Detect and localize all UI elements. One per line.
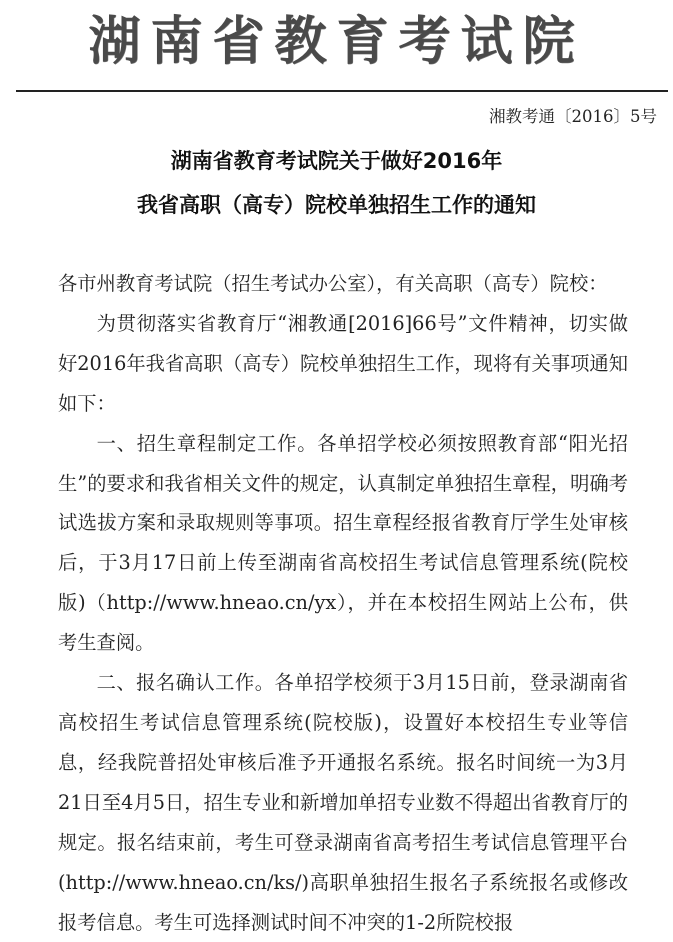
- addressee: 各市州教育考试院（招生考试办公室），有关高职（高专）院校：: [58, 272, 608, 295]
- document-number: 湘教考通〔2016〕5号: [489, 107, 657, 126]
- notice-title-line-1: 湖南省教育考试院关于做好2016年: [170, 149, 503, 173]
- paragraph-registration: 二、报名确认工作。各单招学校须于3月15日前，登录湖南省高校招生考试信息管理系统(院校版)，设置好本校招生专业等信息，经我院普招处审核后准予开通报名系统。报名时间统一为3月21日至4月5日，招生专业和新增加单招专业数不得超出省教育厅的规定。报名结束前，考生可登录湖南省高考招生考试信息管理平台(http://www.hneao.cn/ks/)高职单独招生报名子系统报名或修改报考信息。考生可选择测试时间不冲突的1-2所院校报: [58, 671, 628, 934]
- notice-title-line-2: 我省高职（高专）院校单独招生工作的通知: [137, 193, 536, 217]
- issuer-masthead: 湖南省教育考试院: [88, 11, 585, 72]
- paragraph-intro: 为贯彻落实省教育厅“湘教通[2016]66号”文件精神，切实做好2016年我省高职（高专）院校单独招生工作，现将有关事项通知如下：: [58, 311, 628, 415]
- header-rule: [16, 90, 668, 92]
- notice-body: [58, 264, 628, 942]
- paragraph-admissions-charter: 一、招生章程制定工作。各单招学校必须按照教育部“阳光招生”的要求和我省相关文件的规定，认真制定单独招生章程，明确考试选拔方案和录取规则等事项。招生章程经报省教育厅学生处审核后，于3月17日前上传至湖南省高校招生考试信息管理系统(院校版)（http://www.hneao.cn/yx），并在本校招生网站上公布，供考生查阅。: [58, 431, 628, 655]
